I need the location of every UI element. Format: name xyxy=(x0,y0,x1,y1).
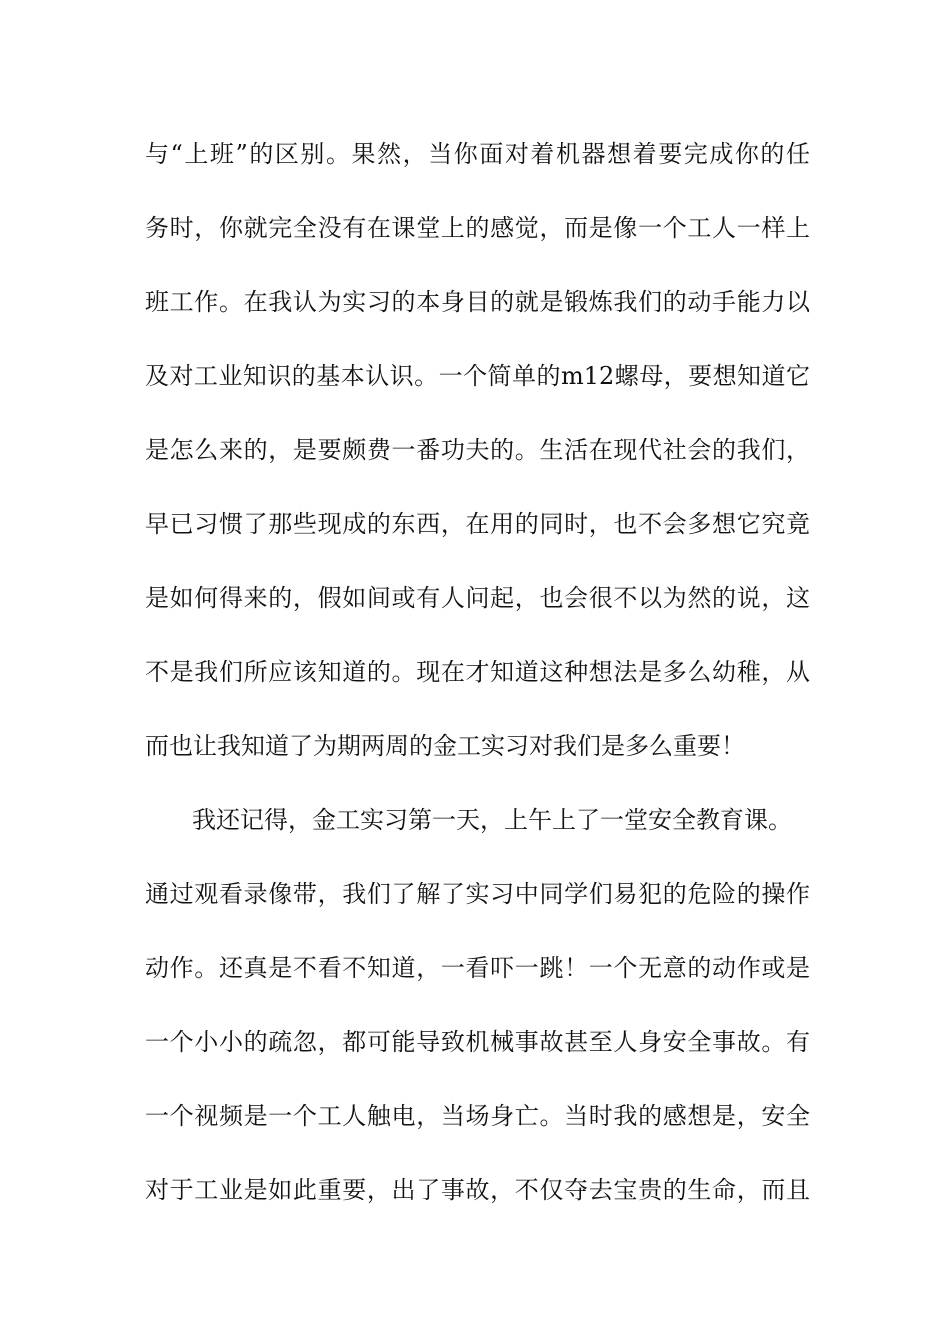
text-line: 及对工业知识的基本认识。一个简单的m12螺母，要想知道它 xyxy=(145,362,810,390)
text-line: 与“上班”的区别。果然，当你面对着机器想着要完成你的任 xyxy=(145,140,810,168)
text-line: 对于工业是如此重要，出了事故，不仅夺去宝贵的生命，而且 xyxy=(145,1176,810,1204)
text-line: 通过观看录像带，我们了解了实习中同学们易犯的危险的操作 xyxy=(145,880,810,908)
text-line: 务时，你就完全没有在课堂上的感觉，而是像一个工人一样上 xyxy=(145,214,810,242)
text-line: 不是我们所应该知道的。现在才知道这种想法是多么幼稚，从 xyxy=(145,658,810,686)
text-line: 班工作。在我认为实习的本身目的就是锻炼我们的动手能力以 xyxy=(145,288,810,316)
paragraph-start-line: 我还记得，金工实习第一天，上午上了一堂安全教育课。 xyxy=(192,806,792,834)
paragraph-end-line: 而也让我知道了为期两周的金工实习对我们是多么重要！ xyxy=(145,732,745,760)
text-line: 一个小小的疏忽，都可能导致机械事故甚至人身安全事故。有 xyxy=(145,1028,810,1056)
text-line: 动作。还真是不看不知道，一看吓一跳！一个无意的动作或是 xyxy=(145,954,810,982)
text-line: 早已习惯了那些现成的东西，在用的同时，也不会多想它究竟 xyxy=(145,510,810,538)
text-line: 是怎么来的，是要颇费一番功夫的。生活在现代社会的我们， xyxy=(145,436,810,464)
text-line: 是如何得来的，假如间或有人问起，也会很不以为然的说，这 xyxy=(145,584,810,612)
text-line: 一个视频是一个工人触电，当场身亡。当时我的感想是，安全 xyxy=(145,1102,810,1130)
body-text xyxy=(145,126,810,1236)
